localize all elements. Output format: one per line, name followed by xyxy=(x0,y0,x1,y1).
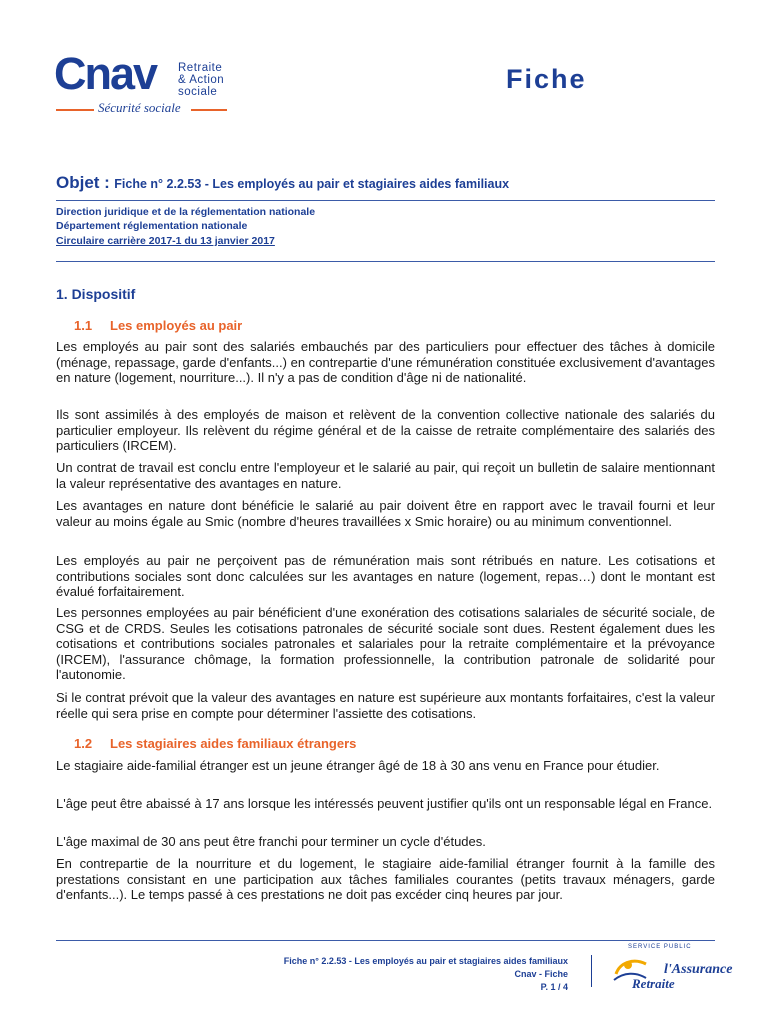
subsection-heading xyxy=(74,736,356,751)
paragraph: Les personnes employées au pair bénéficient d'une exonération des cotisations salariales de sécurité sociale, de CSG et de CRDS. Seules les cotisations patronales de sécurité sociale sont dues. Restent également dues les cotisations et contributions sociales patronales et salariales pour la retraite complémentaire et la prévoyance (IRCEM), l'assurance chômage, la formation professionnelle, la contribution patronale de solidarité pour l'autonomie. xyxy=(56,605,715,683)
footer-page-number: P. 1 / 4 xyxy=(540,982,568,992)
logo-sub-line: sociale xyxy=(178,86,218,98)
logo-accent-line xyxy=(56,109,94,111)
divider xyxy=(56,261,715,262)
logo-sub-line: & Action xyxy=(178,74,225,86)
objet-heading xyxy=(56,173,509,193)
paragraph: Si le contrat prévoit que la valeur des avantages en nature est supérieure aux montants forfaitaires, c'est la valeur réelle qui sera prise en compte pour déterminer l'assiette des cotisations. xyxy=(56,690,715,721)
paragraph: L'âge maximal de 30 ans peut être franchi pour terminer un cycle d'études. xyxy=(56,834,486,849)
subsection-title: Les employés au pair xyxy=(110,318,243,333)
logo-text: l'Assurance xyxy=(664,962,733,977)
paragraph: Le stagiaire aide-familial étranger est un jeune étranger âgé de 18 à 30 ans venu en France pour étudier. xyxy=(56,758,660,773)
footer-separator xyxy=(591,955,592,987)
objet-label: Objet : xyxy=(56,173,110,192)
subsection-number: 1.1 xyxy=(74,318,93,333)
paragraph: Un contrat de travail est conclu entre l'employeur et le salarié au pair, qui reçoit un bulletin de salaire mentionnant la valeur représentative des avantages en nature. xyxy=(56,460,715,491)
footer-info xyxy=(284,955,568,994)
subsection-heading xyxy=(74,318,242,333)
cnav-logo-subtitle xyxy=(178,62,224,98)
securite-sociale-label: Sécurité sociale xyxy=(98,100,181,115)
logo-accent-line xyxy=(191,109,227,111)
divider xyxy=(56,200,715,201)
paragraph: Ils sont assimilés à des employés de maison et relèvent de la convention collective nationale des salariés du particulier employeur. Ils relèvent du régime général et de la caisse de retraite complémentaire des salariés des particuliers (IRCEM). xyxy=(56,407,715,454)
paragraph: Les employés au pair sont des salariés embauchés par des particuliers pour effectuer des tâches à domicile (ménage, repassage, garde d'enfants...) en contrepartie d'une rémunération constituée exclusivement d'avantages en nature (logement, nourriture...). Il n'y a pas de condition d'âge ni de nationalité. xyxy=(56,339,715,386)
footer-title: Fiche n° 2.2.53 - Les employés au pair et stagiaires aides familiaux xyxy=(283,956,568,966)
objet-title: Fiche n° 2.2.53 - Les employés au pair et stagiaires aides familiaux xyxy=(114,177,510,191)
paragraph: Les employés au pair ne perçoivent pas de rémunération mais sont rétribués en nature. Les cotisations et contributions sociales sont donc calculées sur les avantages en nature (logement, repas…) dont le montant est évalué forfaitairement. xyxy=(56,553,715,600)
logo-tagline: SERVICE PUBLIC xyxy=(628,944,692,950)
circulaire-link[interactable]: Circulaire carrière 2017-1 du 13 janvier 2017 xyxy=(56,235,275,247)
logo-sub-line: Retraite xyxy=(178,62,223,74)
document-type-title: Fiche xyxy=(506,64,587,94)
paragraph: L'âge peut être abaissé à 17 ans lorsque les intéressés peuvent justifier qu'ils ont un responsable légal en France. xyxy=(56,796,713,811)
footer-source: Cnav - Fiche xyxy=(514,969,568,979)
section-heading: 1. Dispositif xyxy=(56,286,136,302)
paragraph: En contrepartie de la nourriture et du logement, le stagiaire aide-familial étranger fournit à la famille des prestations consistant en une participation aux tâches familiales courantes (petits travaux ménagers, garde d'enfants...). Le temps passé à ces prestations ne doit pas excéder cinq heures par jour. xyxy=(56,856,715,903)
departement-label: Département réglementation nationale xyxy=(56,220,248,232)
subsection-number: 1.2 xyxy=(74,736,93,751)
footer-divider xyxy=(56,940,715,941)
cnav-logo: Cnav xyxy=(54,48,157,99)
direction-label: Direction juridique et de la réglementation nationale xyxy=(56,206,316,218)
paragraph: Les avantages en nature dont bénéficie le salarié au pair doivent être en rapport avec le travail fourni et leur valeur au moins égale au Smic (nombre d'heures travaillées x Smic horaire) ou au minimum conventionnel. xyxy=(56,498,715,529)
subsection-title: Les stagiaires aides familiaux étrangers xyxy=(110,736,357,751)
logo-text: Retraite xyxy=(632,976,675,991)
